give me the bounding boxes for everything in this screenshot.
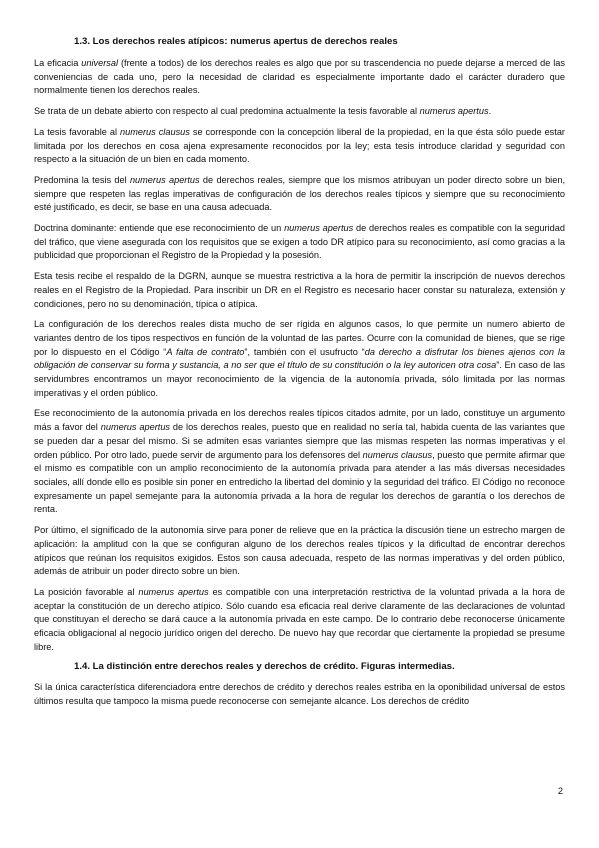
text-run: ”, también con el usufructo “ xyxy=(244,346,365,357)
italic-term: universal xyxy=(81,58,119,68)
text-run: La eficacia xyxy=(34,58,82,68)
paragraph-11: Si la única característica diferenciadora entre derechos de crédito y derechos reales estriba en la oponibilidad universal de estos últimos resulta que tampoco la misma puede reconocerse con semejante alcance. Los derechos de crédito xyxy=(34,682,565,707)
italic-term: numerus apertus xyxy=(284,223,354,234)
text-run: de derechos reales es compatible con la seguridad del tráfico, que viene asegurada con los requisitos que se exigen a todo DR atípico para su reconocimiento, así como gracias a la publicidad que proporcionan el Registro de la Propiedad y la posesión. xyxy=(34,223,565,261)
italic-term: numerus apertus xyxy=(138,586,209,597)
paragraph-10 xyxy=(34,586,565,655)
paragraph-3 xyxy=(34,126,565,167)
text-run: . xyxy=(488,106,492,117)
text-run: Esta tesis recibe el respaldo de la DGRN, aunque se muestra restrictiva a la hora de permitir la inscripción de nuevos derechos reales en el Registro de la Propiedad. Para inscribir un DR en el Registro es necesario hacer constar su naturaleza, extensión y condiciones, pero no su denominación, típica o atípica. xyxy=(34,271,565,309)
italic-term: numerus apertus xyxy=(419,106,489,117)
text-run: Doctrina dominante: entiende que ese reconocimiento de un xyxy=(34,223,285,234)
paragraph-7 xyxy=(34,318,565,400)
paragraph-8 xyxy=(34,407,565,517)
italic-term: numerus apertus xyxy=(100,422,171,433)
paragraph-5 xyxy=(34,222,565,263)
text-run: La posición favorable al xyxy=(34,586,139,597)
paragraph-6 xyxy=(34,270,565,311)
italic-quote: da derecho a disfrutar los bienes ajenos con la obligación de conservar su forma y sustancia, a no ser que el título de su constitución o la ley autoricen otra cosa xyxy=(34,346,566,371)
paragraph-1 xyxy=(34,57,565,98)
section-heading-1-3: 1.3. Los derechos reales atípicos: numerus apertus de derechos reales xyxy=(74,36,398,47)
text-run: La tesis favorable al xyxy=(34,126,120,137)
text-run: (frente a todos) de los derechos reales es algo que por su trascendencia no puede dejarse a merced de las conveniencias de cada uno, pero la necesidad de claridad es especialmente importante dado el carácter duradero que normalmente tienen los derechos reales. xyxy=(34,58,565,96)
text-run: Ese reconocimiento de la autonomía privada en los derechos reales típicos citados admite, por un lado, constituye un argumento más a favor del xyxy=(34,408,565,433)
page-number: 2 xyxy=(557,786,563,796)
italic-term: numerus apertus xyxy=(129,174,200,185)
section-heading-1-4: 1.4. La distinción entre derechos reales y derechos de crédito. Figuras intermedias. xyxy=(74,661,455,673)
text-run: ”. En caso de las servidumbres encontramos un mayor reconocimiento de la vigencia de la autonomía privada, sólo limitada por las normas imperativas y el orden público. xyxy=(34,360,566,398)
text-run: Predomina la tesis del xyxy=(34,174,130,185)
text-run: se corresponde con la concepción liberal de la propiedad, en la que ésta sólo puede estar limitada por los derechos en cosa ajena expresamente reconocidos por la ley; esta tesis introduce claridad y seguridad con respecto a la situación de un bien en cada momento. xyxy=(34,126,565,165)
paragraph-2 xyxy=(34,105,565,119)
text-run: , puesto que permite afirmar que el mismo es compatible con un amplio reconocimiento de la autonomía privada para atender a las más diversas necesidades sociales, allí donde ello es posible sin poner en entredicho la libertad del dominio y la seguridad del tráfico. El Código no reconoce expresamente un papel semejante para la autonomía privada a la hora de regular los derechos de garantía o los derechos de renta. xyxy=(34,449,565,515)
text-run: Por último, el significado de la autonomía sirve para poner de relieve que en la práctica la discusión tiene un estrecho margen de aplicación: la amplitud con la que se configuran alguno de los derechos reales típicos y la dificultad de encontrar derechos atípicos que reúnan los requisitos exigidos. Estos son causa adecuada, respeto de las normas imperativas y del orden público, además de atribuir un poder directo sobre un bien. xyxy=(34,525,565,577)
text-run: La configuración de los derechos reales dista mucho de ser rígida en algunos casos, lo que permite un numero abierto de variantes dentro de los tipos respectivos en función de la voluntad de las partes. Ocurre con la comunidad de bienes, que se rige por lo dispuesto en el Código “ xyxy=(34,319,565,357)
italic-quote: A falta de contrato xyxy=(166,346,245,357)
text-run: Se trata de un debate abierto con respecto al cual predomina actualmente la tesis favorable al xyxy=(34,106,420,117)
italic-term: numerus clausus xyxy=(362,449,433,460)
text-run: de los derechos reales, puesto que en realidad no sería tal, habida cuenta de las variantes que se pueden dar a pesar del mismo. Si se admiten esas variantes siempre que las mismas respeten las normas imperativas y el orden público. Por otro lado, puede servir de argumento para los defensores del xyxy=(34,422,566,460)
paragraph-9 xyxy=(34,524,565,579)
text-run: de derechos reales, siempre que los mismos atribuyan un poder directo sobre un bien, siempre que respeten las reglas imperativas de configuración de los derechos reales típicos y siempre que su reconocimiento esté justificado, es decir, se base en una causa adecuada. xyxy=(34,174,565,213)
text-run: es compatible con una interpretación restrictiva de la voluntad privada a la hora de aceptar la constitución de un derecho atípico. Sólo cuando esa eficacia real derive claramente de las declaraciones de voluntad que constituyan el derecho se dará cauce a la autonomía privada en este campo. De lo contrario debe reconocerse únicamente eficacia obligacional al negocio jurídico origen del derecho. De nuevo hay que recordar que ciertamente la propiedad se presume libre. xyxy=(34,586,566,652)
italic-term: numerus clausus xyxy=(119,126,190,137)
paragraph-4 xyxy=(34,174,565,215)
